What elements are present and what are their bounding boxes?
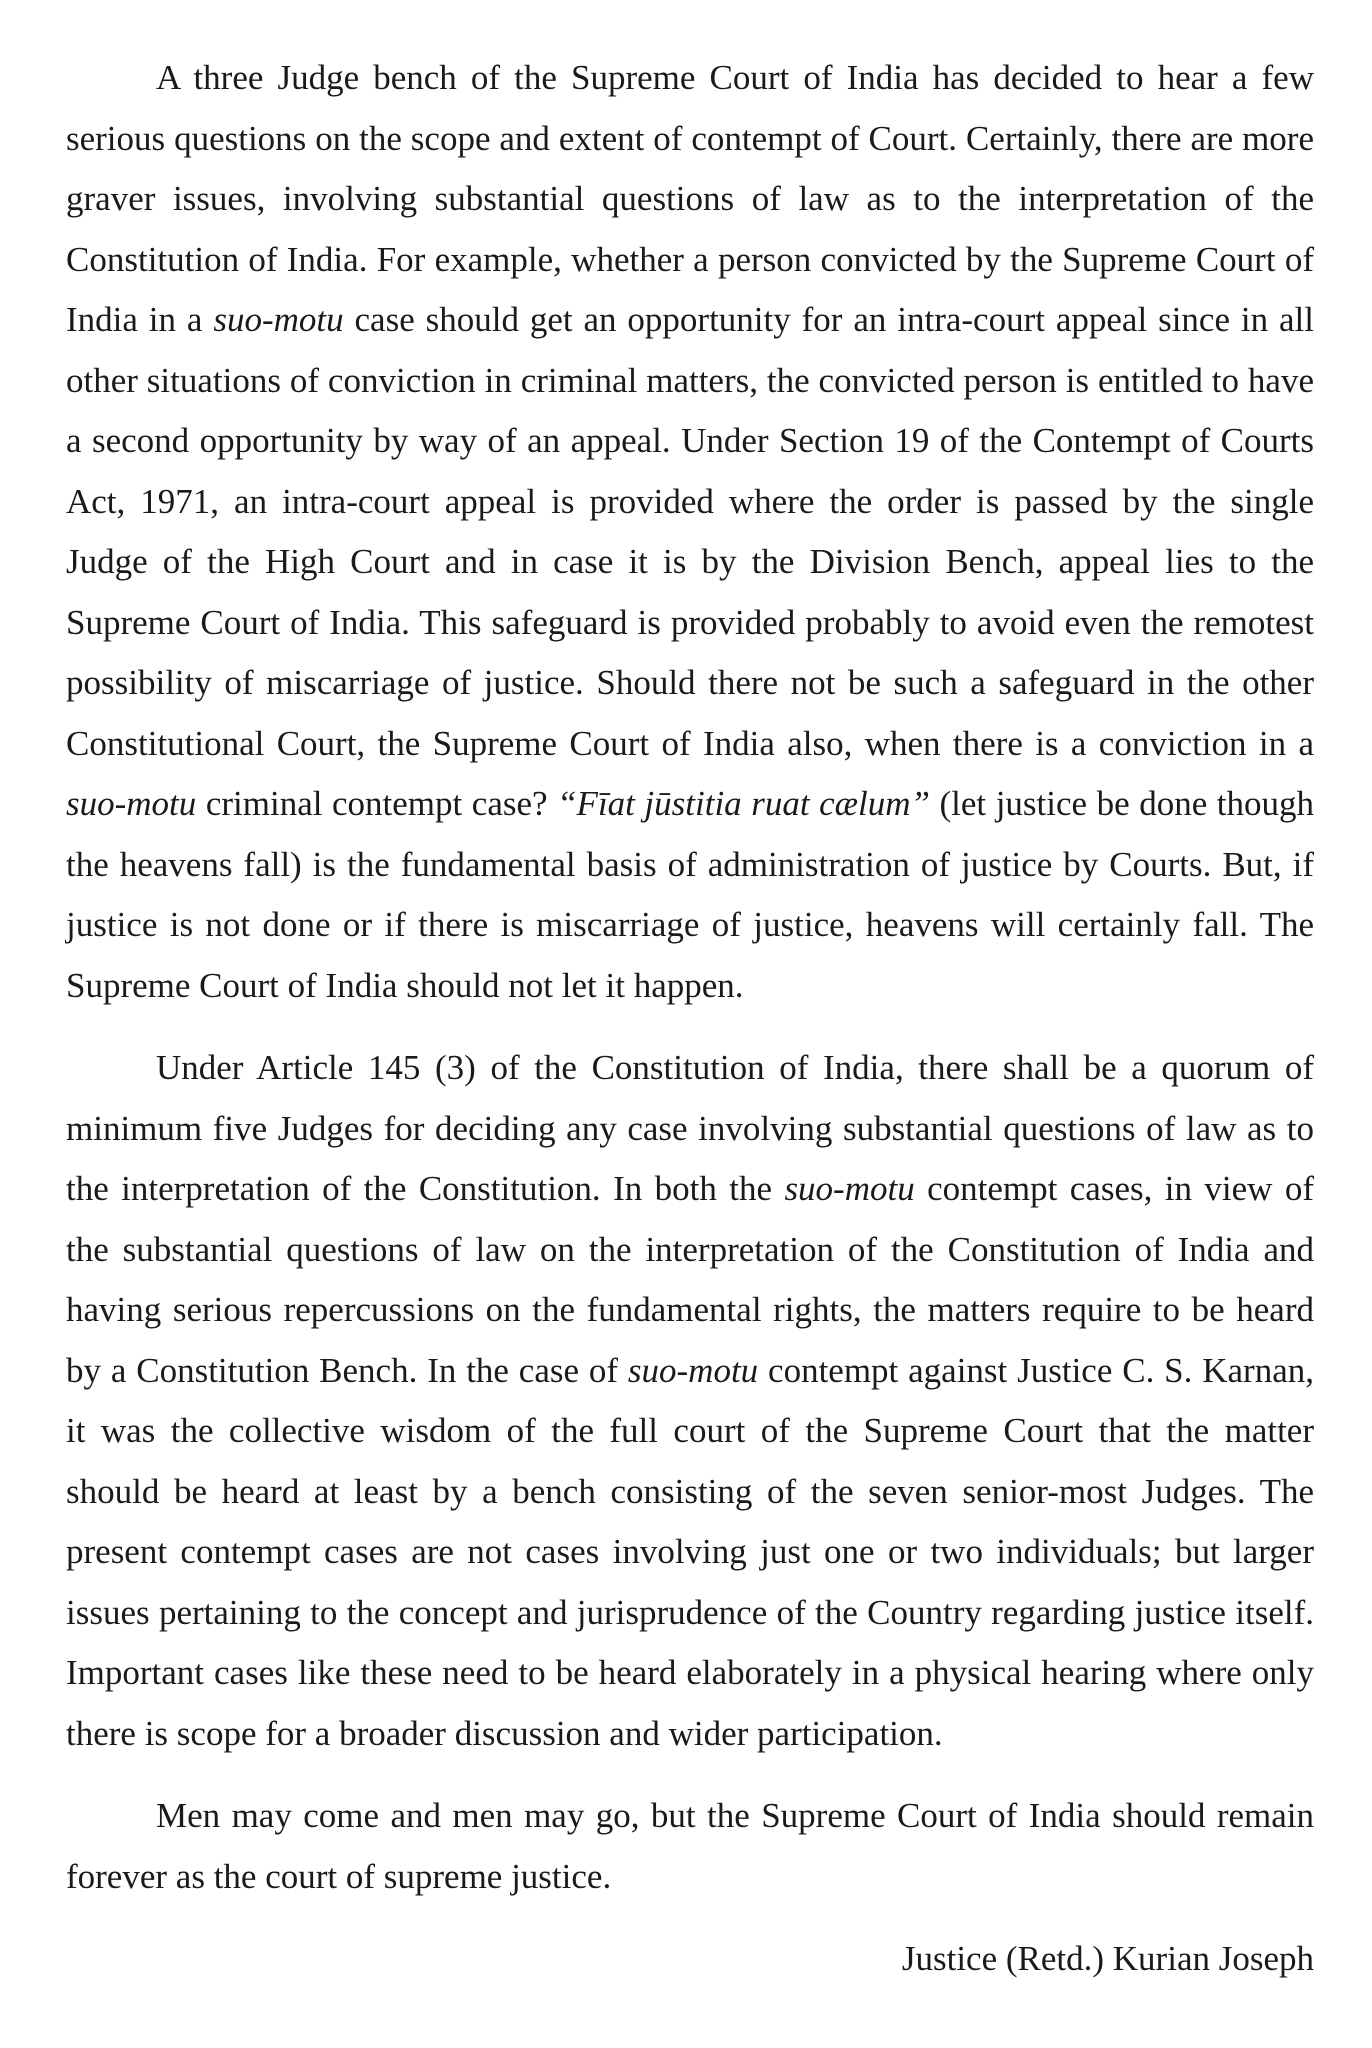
paragraph-1-text-4: (let justice be done though the heavens fall) is the fundamental basis of administration of justice by Courts. But, if justice is not done or if there is miscarriage of justice, heavens will certainly fall. The Supreme Court of India should not let it happen. [66,784,1314,1005]
paragraph-2-text-3: contempt against Justice C. S. Karnan, it was the collective wisdom of the full court of the Supreme Court that the matter should be heard at least by a bench consisting of the seven senior-most Judges. The present contempt cases are not cases involving just one or two individuals; but larger issues pertaining to the concept and jurisprudence of the Country regarding justice itself. Important cases like these need to be heard elaborately in a physical hearing where only there is scope for a broader discussion and wider participation. [66,1350,1314,1753]
author-signature: Justice (Retd.) Kurian Joseph [901,1939,1314,1978]
paragraph-2-text-2: contempt cases, in view of the substantial questions of law on the interpretation of the Constitution of India and having serious repercussions on the fundamental rights, the matters require to be heard by a Constitution Bench. In the case of [66,1169,1314,1390]
paragraph-1-italic-latin-maxim: “Fīat jūstitia ruat cælum” [557,784,930,823]
paragraph-1-text-3: criminal contempt case? [196,784,558,823]
paragraph-3-text-1: Men may come and men may go, but the Supreme Court of India should remain forever as the court of supreme justice. [66,1796,1314,1896]
document-page [66,48,1314,1990]
paragraph-1-italic-suo-motu-2: suo-motu [66,784,197,823]
paragraph-1-text-1: A three Judge bench of the Supreme Court of India has decided to hear a few serious questions on the scope and extent of contempt of Court. Certainly, there are more graver issues, involving substantial questions of law as to the interpretation of the Constitution of India. For example, whether a person convicted by the Supreme Court of India in a [66,58,1314,339]
paragraph-1-text-2: case should get an opportunity for an intra-court appeal since in all other situations of conviction in criminal matters, the convicted person is entitled to have a second opportunity by way of an appeal. Under Section 19 of the Contempt of Courts Act, 1971, an intra-court appeal is provided where the order is passed by the single Judge of the High Court and in case it is by the Division Bench, appeal lies to the Supreme Court of India. This safeguard is provided probably to avoid even the remotest possibility of miscarriage of justice. Should there not be such a safeguard in the other Constitutional Court, the Supreme Court of India also, when there is a conviction in a [66,300,1314,763]
paragraph-3 [66,1786,1314,1907]
paragraph-2-italic-suo-motu-2: suo-motu [627,1350,759,1390]
paragraph-2-italic-suo-motu-1: suo-motu [784,1169,915,1208]
paragraph-2-text-1: Under Article 145 (3) of the Constitution of India, there shall be a quorum of minimum five Judges for deciding any case involving substantial questions of law as to the interpretation of the Constitution. In both the [66,1048,1314,1208]
paragraph-1 [66,48,1314,1016]
paragraph-2 [66,1038,1314,1764]
paragraph-1-italic-suo-motu-1: suo-motu [213,300,344,339]
